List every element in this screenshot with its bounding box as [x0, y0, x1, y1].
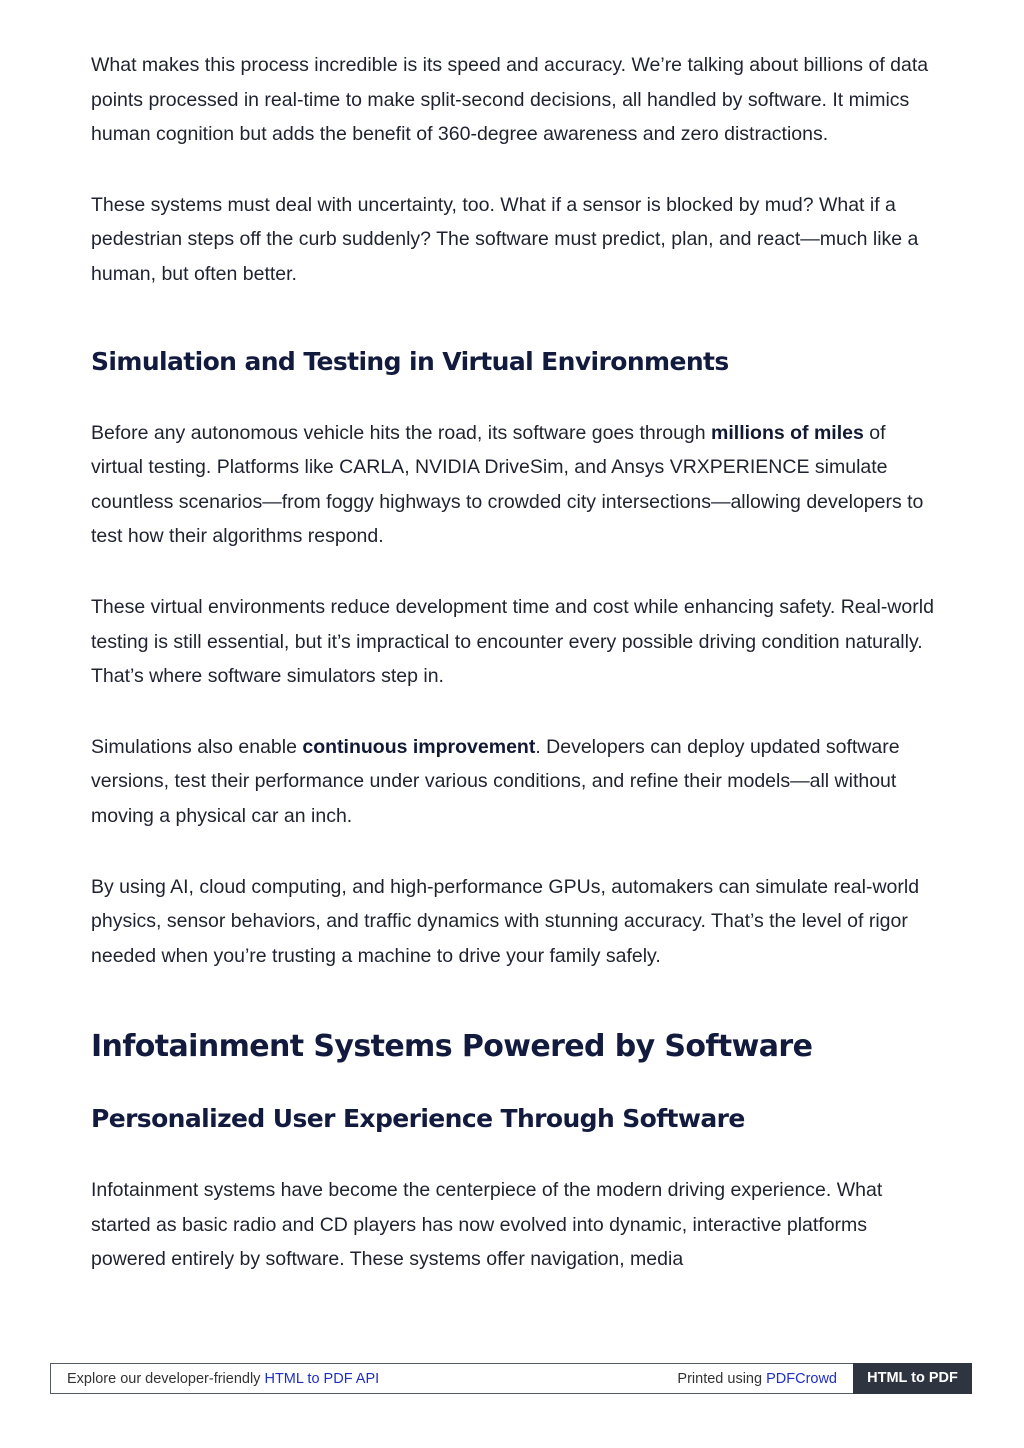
article-body: [91, 48, 936, 1277]
html-to-pdf-button[interactable]: HTML to PDF: [853, 1363, 972, 1394]
html-to-pdf-api-link[interactable]: HTML to PDF API: [264, 1371, 380, 1387]
footer-promo: [67, 1371, 379, 1387]
text-run: Simulations also enable: [91, 735, 303, 758]
footer-printed-using: [677, 1371, 837, 1387]
paragraph-uncertainty: These systems must deal with uncertainty, too. What if a sensor is blocked by mud? What if a pedestrian steps off the curb suddenly? The software must predict, plan, and react—much like a human, but often better.: [91, 193, 919, 285]
footer-printed-text: Printed using: [677, 1371, 767, 1387]
bold-millions-of-miles: millions of miles: [711, 421, 864, 444]
text-run: Before any autonomous vehicle hits the road, its software goes through: [91, 421, 712, 444]
heading-personalized-experience: Personalized User Experience Through Software: [91, 1104, 745, 1134]
footer-promo-text: Explore our developer-friendly: [67, 1371, 265, 1387]
paragraph-continuous-improvement: [91, 730, 936, 834]
pdfcrowd-link[interactable]: PDFCrowd: [766, 1371, 837, 1387]
pdf-footer-bar: [50, 1363, 972, 1394]
text-run: . Developers can deploy updated software versions, test their performance under various conditions, and refine their models—all without moving a physical car an inch.: [91, 735, 900, 827]
bold-continuous-improvement: continuous improvement: [302, 735, 536, 758]
heading-simulation-testing: Simulation and Testing in Virtual Environments: [91, 346, 729, 376]
paragraph-speed-accuracy: What makes this process incredible is its speed and accuracy. We’re talking about billions of data points processed in real-time to make split-second decisions, all handled by software. It mimics human cognition but adds the benefit of 360-degree awareness and zero distractions.: [91, 54, 929, 146]
paragraph-virtual-testing: [91, 416, 936, 554]
paragraph-virtual-environments: These virtual environments reduce development time and cost while enhancing safety. Real-world testing is still essential, but it’s impractical to encounter every possible driving condition naturally. That’s where software simulators step in.: [91, 595, 934, 688]
paragraph-ai-cloud: By using AI, cloud computing, and high-performance GPUs, automakers can simulate real-world physics, sensor behaviors, and traffic dynamics with stunning accuracy. That’s the level of rigor needed when you’re trusting a machine to drive your family safely.: [91, 875, 920, 967]
text-run: of virtual testing. Platforms like CARLA, NVIDIA DriveSim, and Ansys VRXPERIENCE simulate countless scenarios—from foggy highways to crowded city intersections—allowing developers to test how their algorithms respond.: [91, 421, 924, 548]
paragraph-infotainment-intro: Infotainment systems have become the centerpiece of the modern driving experience. What started as basic radio and CD players has now evolved into dynamic, interactive platforms powered entirely by software. These systems offer navigation, media: [91, 1179, 883, 1271]
heading-infotainment: Infotainment Systems Powered by Software: [91, 1029, 813, 1065]
